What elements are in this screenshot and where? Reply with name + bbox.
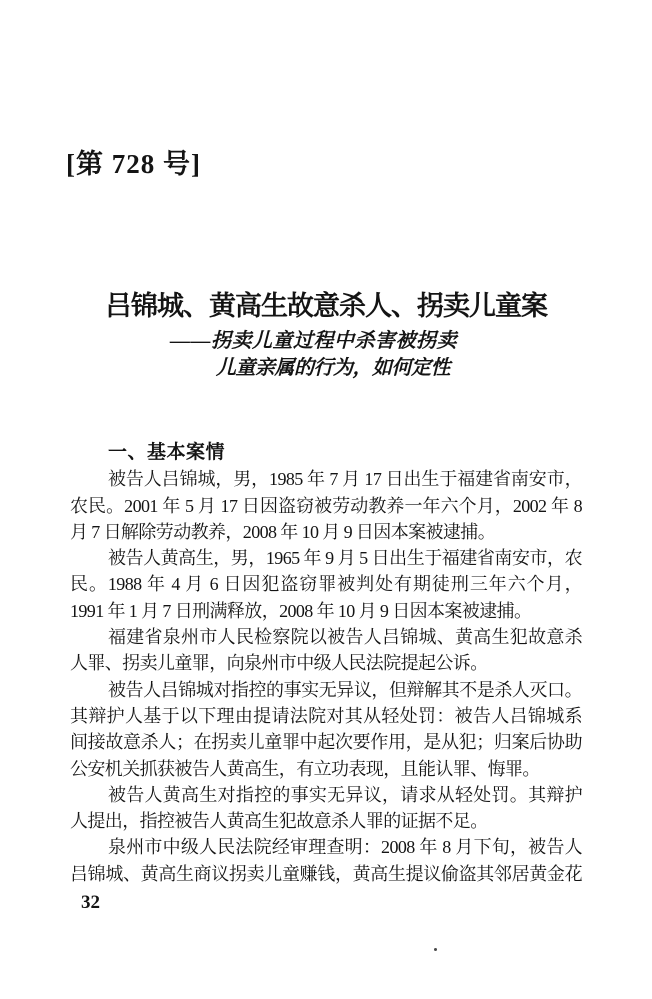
text-line: 被告人黄高生，男，1965 年 9 月 5 日出生于福建省南安市，农	[108, 548, 582, 569]
text-line: 农民。2001 年 5 月 17 日因盗窃被劳动教养一年六个月，2002 年 8	[70, 495, 582, 516]
page-number: 32	[81, 892, 100, 913]
scan-speck	[434, 948, 437, 951]
case-number: [第 728 号]	[66, 149, 201, 179]
text-line: 吕锦城、黄高生商议拐卖儿童赚钱，黄高生提议偷盗其邻居黄金花	[70, 863, 582, 884]
paragraph	[70, 466, 582, 545]
paragraph	[70, 834, 582, 887]
text-line: 1991 年 1 月 7 日刑满释放，2008 年 10 月 9 日因本案被逮捕。	[70, 600, 532, 621]
case-subtitle-line-2: 儿童亲属的行为，如何定性	[216, 357, 450, 379]
text-line: 被告人黄高生对指控的事实无异议，请求从轻处罚。其辩护	[108, 784, 582, 805]
case-title: 吕锦城、黄高生故意杀人、拐卖儿童案	[105, 291, 547, 321]
section-heading: 一、基本案情	[108, 442, 226, 463]
text-line: 人提出，指控被告人黄高生犯故意杀人罪的证据不足。	[70, 811, 488, 832]
text-line: 公安机关抓获被告人黄高生，有立功表现，且能认罪、悔罪。	[70, 758, 540, 779]
text-line: 人罪、拐卖儿童罪，向泉州市中级人民法院提起公诉。	[70, 653, 488, 674]
text-line: 民。1988 年 4 月 6 日因犯盗窃罪被判处有期徒刑三年六个月，	[70, 574, 582, 595]
text-line: 福建省泉州市人民检察院以被告人吕锦城、黄高生犯故意杀	[108, 627, 582, 648]
paragraph	[70, 624, 582, 677]
text-line: 被告人吕锦城，男，1985 年 7 月 17 日出生于福建省南安市，	[108, 469, 582, 490]
text-line: 其辩护人基于以下理由提请法院对其从轻处罚：被告人吕锦城系	[70, 705, 582, 726]
case-subtitle-line-1: ——拐卖儿童过程中杀害被拐卖	[170, 330, 457, 352]
paragraph	[70, 677, 582, 782]
paragraph	[70, 545, 582, 624]
text-line: 月 7 日解除劳动教养，2008 年 10 月 9 日因本案被逮捕。	[70, 521, 496, 542]
body-text	[70, 440, 582, 887]
paragraph	[70, 782, 582, 835]
text-line: 被告人吕锦城对指控的事实无异议，但辩解其不是杀人灭口。	[108, 679, 582, 700]
text-line: 间接故意杀人；在拐卖儿童罪中起次要作用，是从犯；归案后协助	[70, 732, 582, 753]
text-line: 泉州市中级人民法院经审理查明：2008 年 8 月下旬，被告人	[108, 837, 582, 858]
